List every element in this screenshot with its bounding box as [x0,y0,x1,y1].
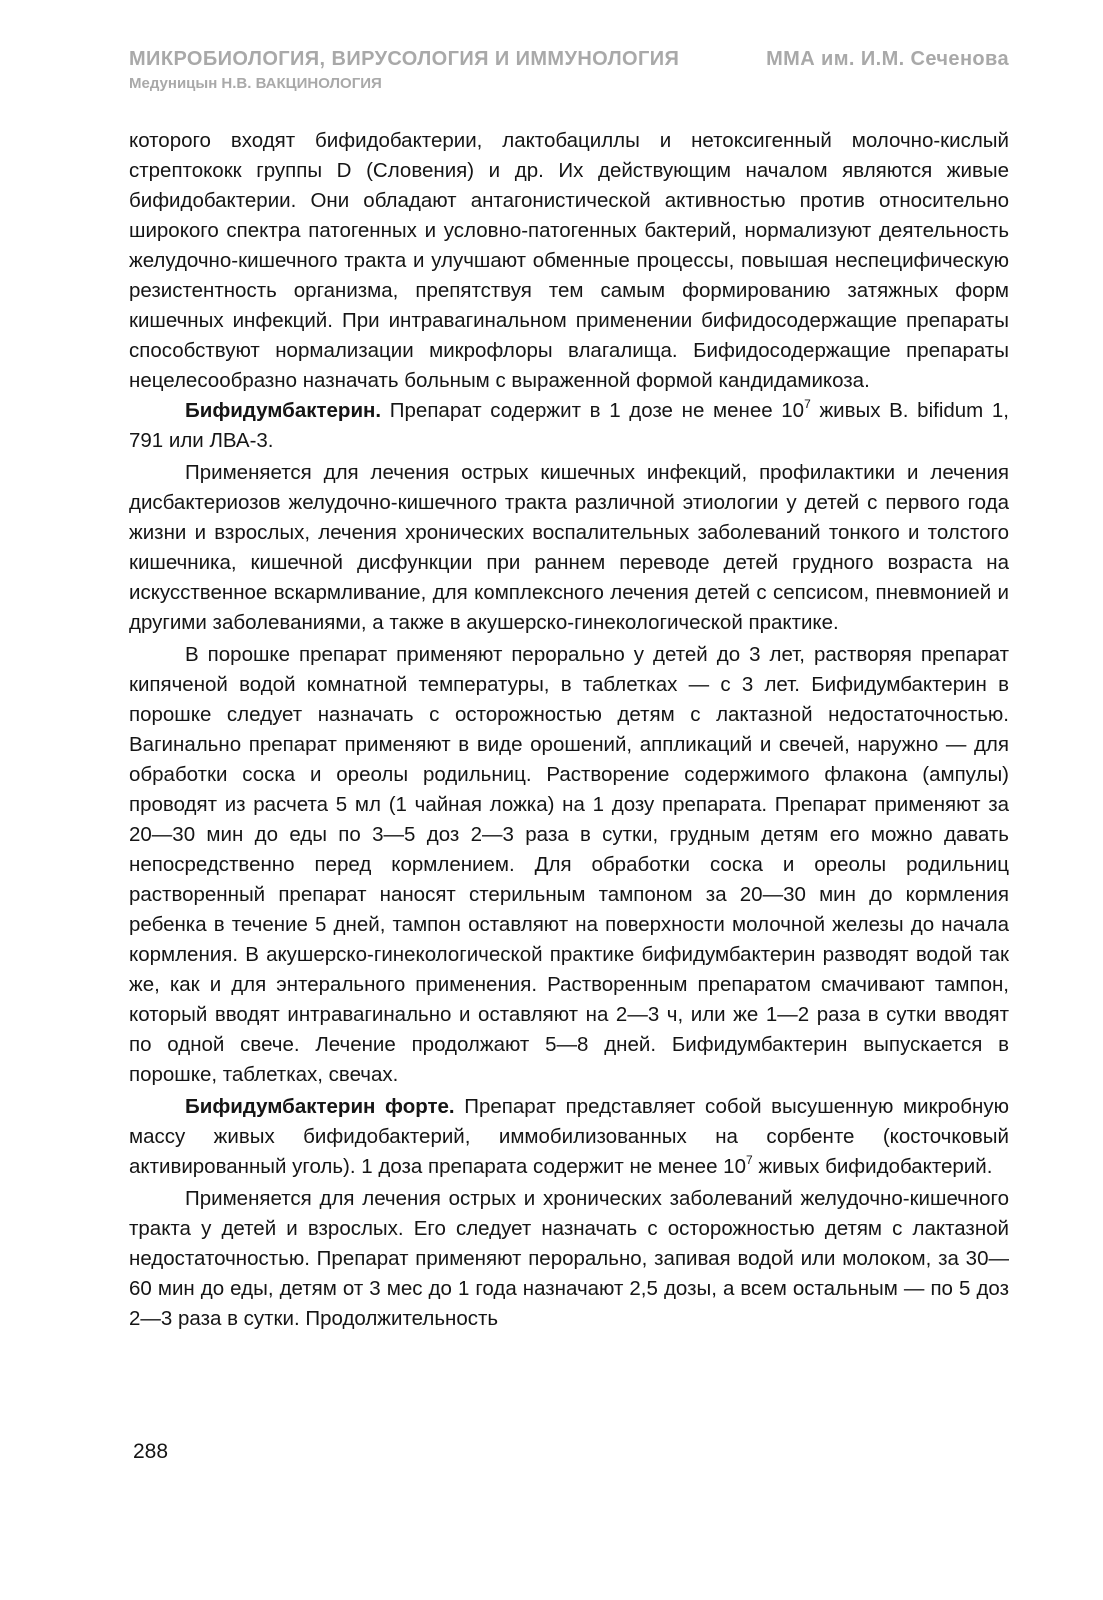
page-body [129,126,1009,1334]
header-book-title: Медуницын Н.В. ВАКЦИНОЛОГИЯ [129,75,382,92]
paragraph-indications: Применяется для лечения острых кишечных инфекций, профилактики и лечения дисбактериозов желудочно-кишечного тракта различной этиологии у детей с первого года жизни и взрослых, лечения хронических воспалительных заболеваний тонкого и толстого кишечника, кишечной дисфункции при раннем переводе детей грудного возраста на искусственное вскармливание, для комплексного лечения детей с сепсисом, пневмонией и другими заболеваниями, а также в акушерско-гинекологической практике. [129,461,1009,634]
term-bifidumbacterin: Бифидумбактерин. [185,399,382,422]
paragraph-bifidumbacterin-text-b: живых B. bifidum 1, 791 или ЛВА-3. [129,399,1010,452]
paragraph-bifidumbacterin-text-a: Препарат содержит в 1 дозе не менее 10 [381,399,805,422]
header-subject-title: МИКРОБИОЛОГИЯ, ВИРУСОЛОГИЯ И ИММУНОЛОГИЯ [129,48,680,70]
running-header [129,46,1009,94]
paragraph-intro: которого входят бифидобактерии, лактобациллы и нетоксигенный молочно-кислый стрептококк группы D (Словения) и др. Их действующим началом являются живые бифидобактерии. Они обладают антагонистической активностью против относительно широкого спектра патогенных и условно-патогенных бактерий, нормализуют деятельность желудочно-кишечного тракта и улучшают обменные процессы, повышая неспецифическую резистентность организма, препятствуя тем самым формированию затяжных форм кишечных инфекций. При интравагинальном применении бифидосодержащие препараты способствуют нормализации микрофлоры влагалища. Бифидосодержащие препараты нецелесообразно назначать больным с выраженной формой кандидамикоза. [129,129,1009,392]
exponent: 7 [804,397,811,411]
exponent: 7 [745,1153,753,1167]
paragraph-bifidumbacterin-forte [129,1092,1009,1182]
page-number: 288 [133,1440,169,1463]
paragraph-bifidumbacterin [129,396,1009,456]
paragraph-forte-text-b: живых бифидобактерий. [752,1155,993,1178]
paragraph-forte-text-a: Препарат представляет собой высушенную микробную массу живых бифидобактерий, иммобилизованных на сорбенте (косточковый активированный уголь). 1 доза препарата содержит не менее 10 [129,1095,1009,1178]
header-top-row [129,46,1009,72]
term-bifidumbacterin-forte: Бифидумбактерин форте. [185,1095,455,1118]
header-institution: ММА им. И.М. Сеченова [766,48,1009,70]
paragraph-forte-indications: Применяется для лечения острых и хронических заболеваний желудочно-кишечного тракта у детей и взрослых. Его следует назначать с осторожностью детям с лактазной недостаточностью. Препарат применяют перорально, запивая водой или молоком, за 30—60 мин до еды, детям от 3 мес до 1 года назначают 2,5 дозы, а всем остальным — по 5 доз 2—3 раза в сутки. Продолжительность [129,1187,1009,1330]
paragraph-administration: В порошке препарат применяют перорально у детей до 3 лет, растворяя препарат кипяченой водой комнатной температуры, в таблетках — с 3 лет. Бифидумбактерин в порошке следует назначать с осторожностью детям с лактазной недостаточностью. Вагинально препарат применяют в виде орошений, аппликаций и свечей, наружно — для обработки соска и ореолы родильниц. Растворение содержимого флакона (ампулы) проводят из расчета 5 мл (1 чайная ложка) на 1 дозу препарата. Препарат применяют за 20—30 мин до еды по 3—5 доз 2—3 раза в сутки, грудным детям его можно давать непосредственно перед кормлением. Для обработки соска и ореолы родильниц растворенный препарат наносят стерильным тампоном за 20—30 мин до кормления ребенка в течение 5 дней, тампон оставляют на поверхности молочной железы до начала кормления. В акушерско-гинекологической практике бифидумбактерин разводят водой так же, как и для энтерального применения. Растворенным препаратом смачивают тампон, который вводят интравагинально и оставляют на 2—3 ч, или же 1—2 раза в сутки вводят по одной свече. Лечение продолжают 5—8 дней. Бифидумбактерин выпускается в порошке, таблетках, свечах. [129,643,1009,1086]
